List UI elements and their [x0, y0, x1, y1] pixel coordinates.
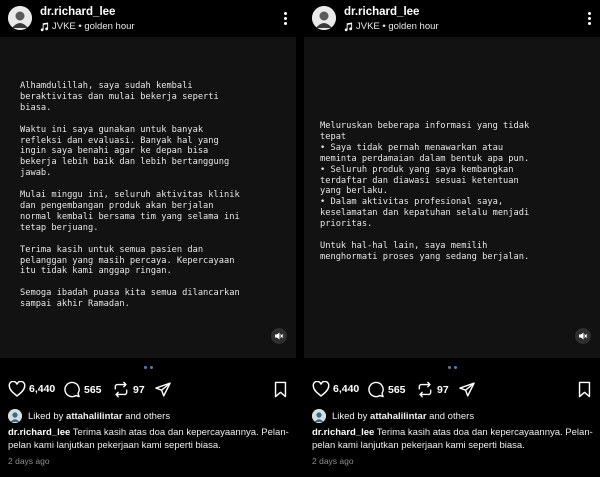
music-note-icon — [344, 22, 353, 32]
liked-by-prefix: Liked by — [332, 410, 371, 422]
comment-action[interactable] — [367, 381, 406, 398]
timestamp: 2 days ago — [8, 456, 50, 466]
bookmark-icon[interactable] — [273, 381, 288, 398]
liked-by-user[interactable]: attahalilintar — [66, 410, 123, 422]
liked-by-suffix: and others — [426, 410, 475, 422]
audio-label: JVKE • golden hour — [356, 21, 439, 32]
username[interactable]: dr.richard_lee — [344, 6, 420, 18]
post-panel-right — [304, 0, 600, 477]
caption-username[interactable]: dr.richard_lee — [312, 427, 375, 438]
panel-divider — [298, 0, 302, 477]
post-text: Meluruskan beberapa informasi yang tidak tepat • Saya tidak pernah menawarkan atau meminta perdamaian dalam bentuk apa pun. • Seluruh produk yang saya kembangkan terdaftar dan diawasi sesuai ketentuan yang berlaku. • Dalam aktivitas profesional saya, keselamatan dan kepatuhan selalu menjadi prioritas. Untuk hal-hal lain, saya memilih menghormati proses yang sedang berjalan. — [320, 121, 530, 262]
audio-track[interactable] — [344, 21, 439, 32]
more-vertical-icon[interactable] — [280, 8, 290, 28]
repost-count: 97 — [133, 383, 145, 396]
liked-by[interactable] — [312, 409, 474, 423]
muted-speaker-icon[interactable] — [575, 328, 591, 344]
like-action[interactable] — [8, 381, 55, 397]
repost-action[interactable] — [112, 381, 145, 398]
music-note-icon — [40, 22, 49, 32]
liked-by-prefix: Liked by — [28, 410, 67, 422]
caption-text: Terima kasih atas doa dan kepercayaannya. Pelan-pelan kami lanjutkan pekerjaan kami seperti biasa. — [8, 427, 289, 451]
muted-speaker-icon[interactable] — [271, 328, 287, 344]
share-action[interactable] — [458, 381, 476, 398]
heart-icon[interactable] — [312, 381, 330, 397]
caption — [8, 426, 292, 452]
caption-text: Terima kasih atas doa dan kepercayaannya. Pelan-pelan kami lanjutkan pekerjaan kami seperti biasa. — [312, 427, 593, 451]
share-action[interactable] — [154, 381, 172, 398]
comment-action[interactable] — [63, 381, 102, 398]
save-action[interactable] — [273, 381, 288, 403]
post-image[interactable] — [0, 37, 296, 358]
comment-count: 565 — [388, 383, 406, 396]
send-icon[interactable] — [154, 381, 172, 398]
post-panel-left — [0, 0, 296, 477]
more-vertical-icon[interactable] — [584, 8, 594, 28]
send-icon[interactable] — [458, 381, 476, 398]
action-bar — [8, 381, 292, 399]
like-count: 6,440 — [29, 383, 56, 395]
carousel-indicator — [144, 366, 153, 369]
comment-icon[interactable] — [63, 381, 81, 398]
bookmark-icon[interactable] — [577, 381, 592, 398]
caption — [312, 426, 596, 452]
repost-action[interactable] — [416, 381, 449, 398]
timestamp: 2 days ago — [312, 456, 354, 466]
action-bar — [312, 381, 596, 399]
post-header — [304, 0, 600, 36]
avatar[interactable] — [312, 6, 336, 30]
save-action[interactable] — [577, 381, 592, 403]
liked-by-user[interactable]: attahalilintar — [370, 410, 427, 422]
heart-icon[interactable] — [8, 381, 26, 397]
like-action[interactable] — [312, 381, 359, 397]
liked-by-avatar — [8, 409, 22, 423]
caption-username[interactable]: dr.richard_lee — [8, 427, 71, 438]
liked-by-suffix: and others — [122, 410, 171, 422]
repost-icon[interactable] — [416, 381, 434, 398]
comment-icon[interactable] — [367, 381, 385, 398]
like-count: 6,440 — [333, 383, 360, 395]
post-text: Alhamdulillah, saya sudah kembali beraktivitas dan mulai bekerja seperti biasa. Waktu ini saya gunakan untuk banyak refleksi dan evaluasi. Banyak hal yang ingin saya benahi agar ke depan bisa bekerja lebih baik dan lebih bertanggung jawab. Mulai minggu ini, seluruh aktivitas klinik dan pengembangan produk akan berjalan normal kembali bersama tim yang selama ini tetap berjuang. Terima kasih untuk semua pasien dan pelanggan yang masih percaya. Kepercayaan itu tidak kami anggap ringan. Semoga ibadah puasa kita semua dilancarkan sampai akhir Ramadan. — [20, 81, 240, 310]
username[interactable]: dr.richard_lee — [40, 6, 116, 18]
liked-by[interactable] — [8, 409, 170, 423]
avatar[interactable] — [8, 6, 32, 30]
audio-track[interactable] — [40, 21, 135, 32]
post-image[interactable] — [304, 37, 600, 358]
liked-by-avatar — [312, 409, 326, 423]
comment-count: 565 — [84, 383, 102, 396]
repost-count: 97 — [437, 383, 449, 396]
post-header — [0, 0, 296, 36]
audio-label: JVKE • golden hour — [52, 21, 135, 32]
carousel-indicator — [448, 366, 457, 369]
repost-icon[interactable] — [112, 381, 130, 398]
